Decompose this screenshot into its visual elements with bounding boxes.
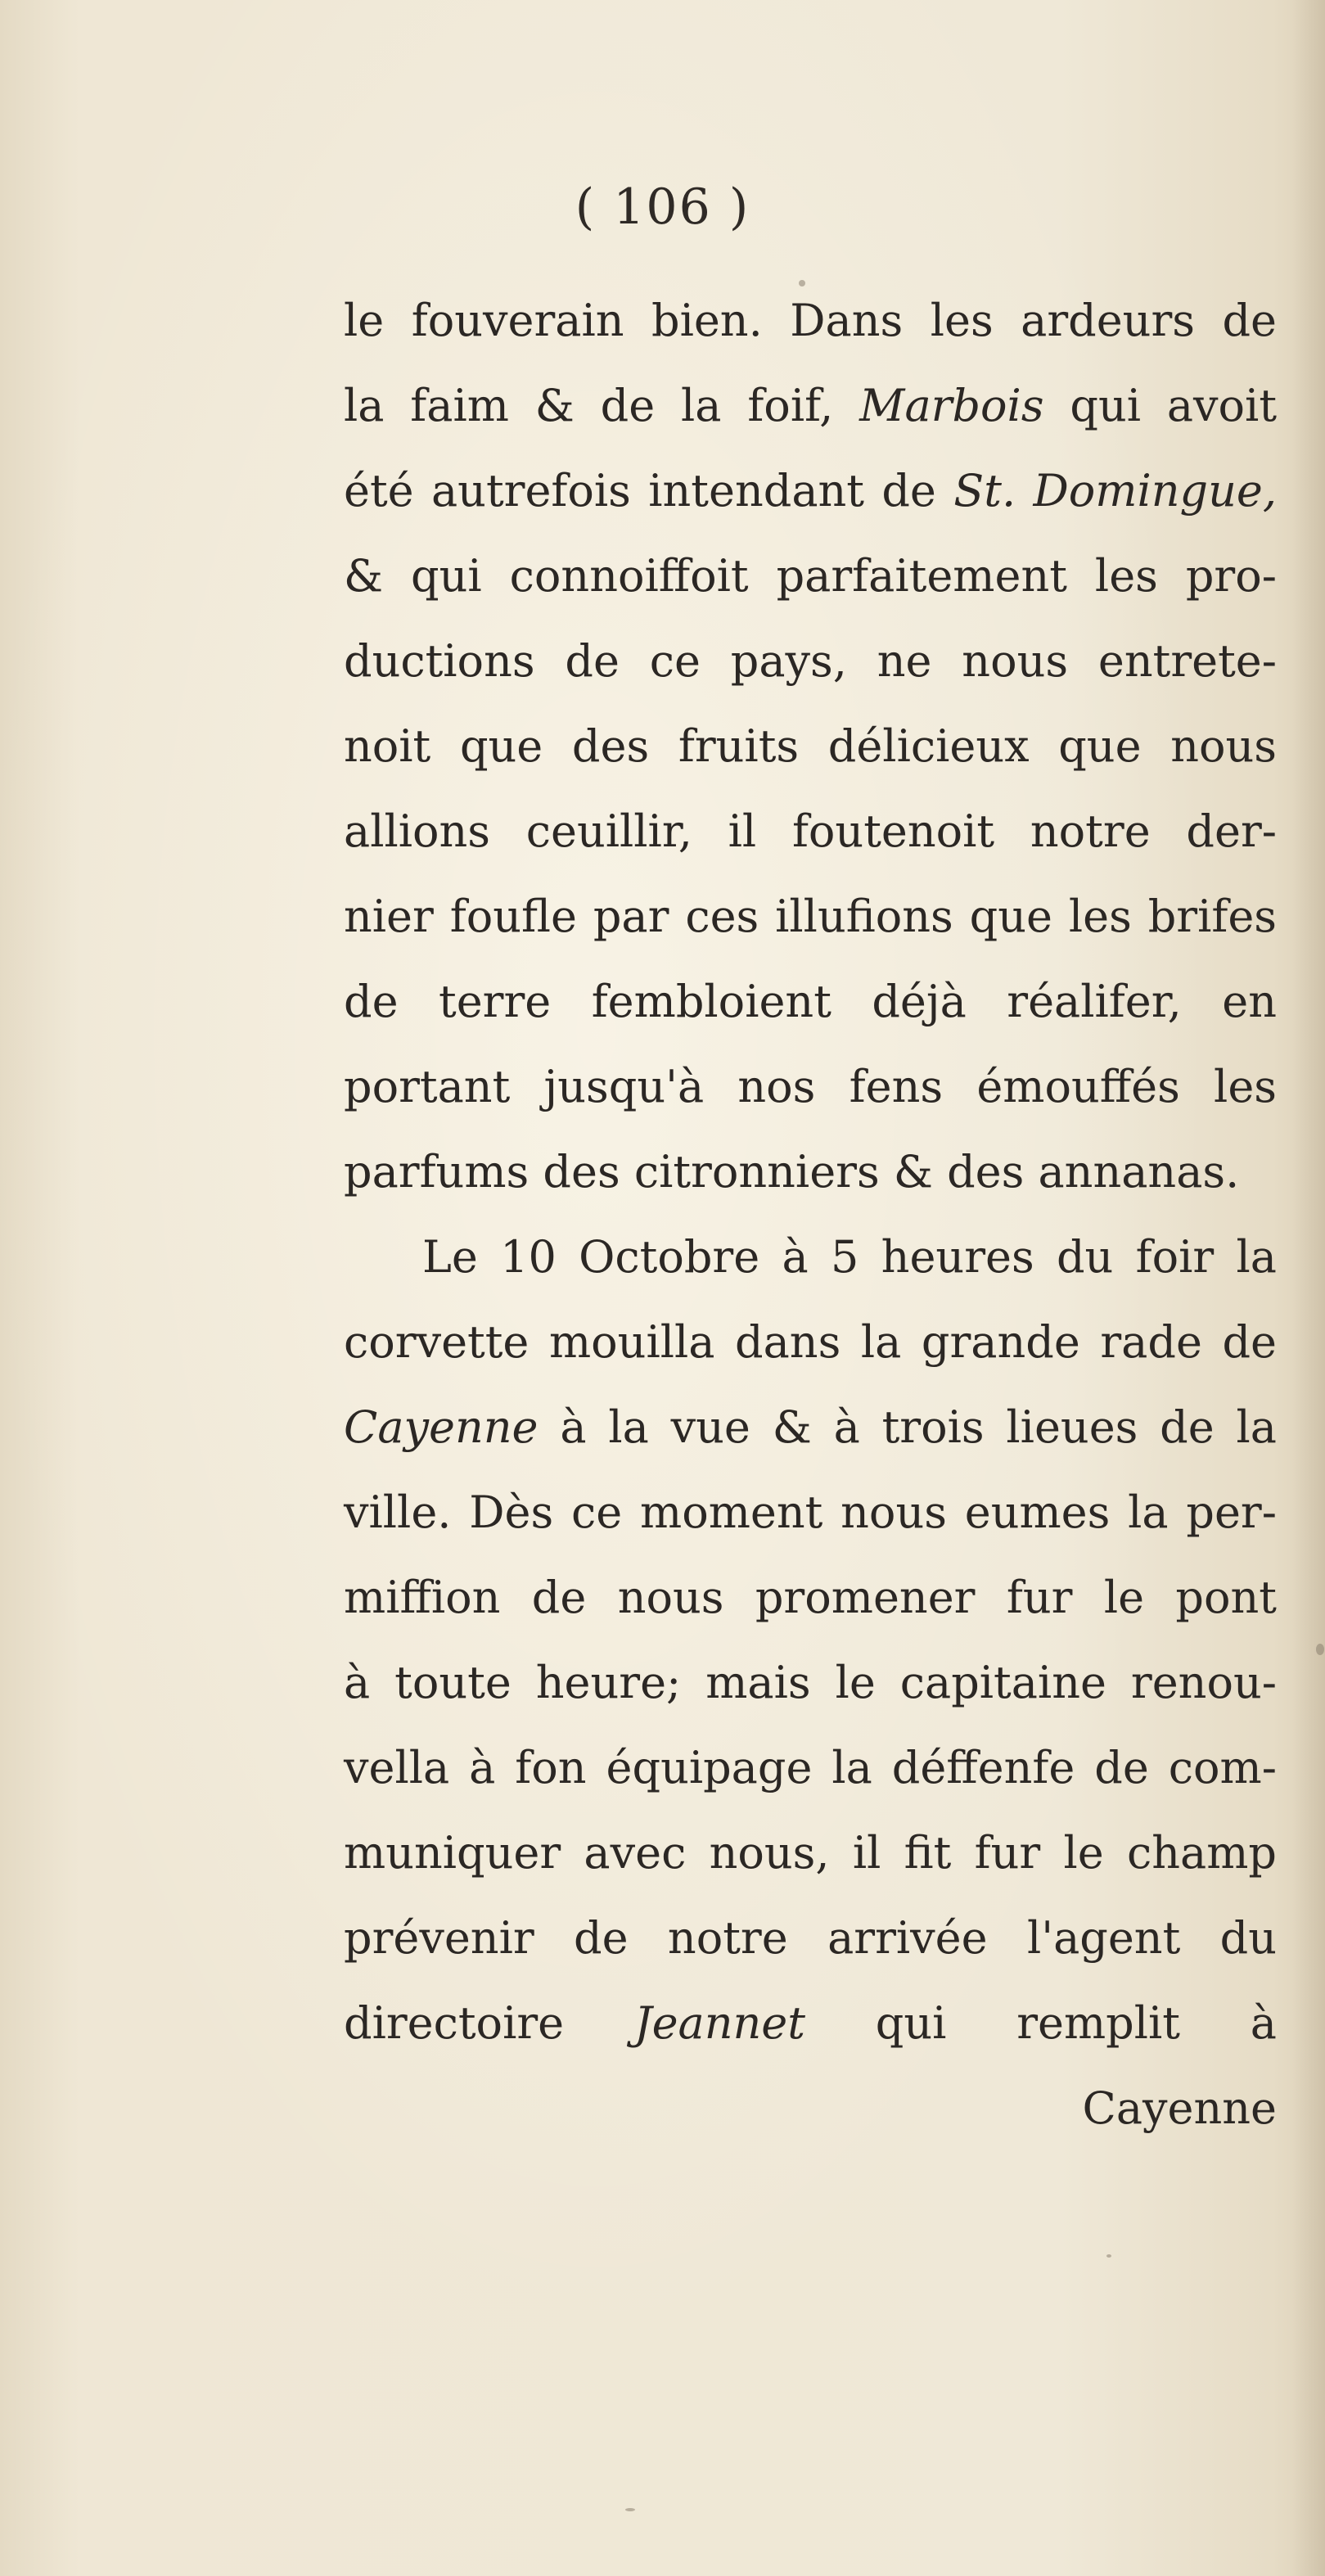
page-number: ( 106 ) [575,178,750,236]
paper-speck [1316,1644,1324,1655]
text-line: portant jusqu'à nos fens émouffés les [344,1061,1277,1112]
text-span: directoire [344,1997,565,2049]
text-line: corvette mouilla dans la grande rade de [344,1316,1277,1368]
text-line: ductions de ce pays, ne nous entrete- [344,635,1277,687]
catchword: Cayenne [1082,2082,1277,2134]
text-line: vella à fon équipage la déffenfe de com- [344,1742,1277,1793]
paper-speck [1106,2254,1111,2258]
text-line: à toute heure; mais le capitaine renou- [344,1657,1277,1708]
text-line: de terre fembloient déjà réalifer, en [344,976,1277,1027]
text-span: été autrefois intendant de [344,465,936,517]
italic-name: Jeannet [633,1997,805,2049]
text-line: Le 10 Octobre à 5 heures du foir la [422,1231,1277,1283]
text-line [344,1981,1277,2066]
text-line: noit que des fruits délicieux que nous [344,720,1277,772]
italic-name: St. Domingue, [953,465,1277,517]
italic-name: Marbois [859,380,1044,431]
text-line: nier foufle par ces illufions que les brifes [344,891,1277,942]
page-body-text [344,278,1277,2151]
text-line: parfums des citronniers & des annanas. [344,1146,1240,1198]
text-span: qui remplit à [875,1997,1278,2049]
text-span: qui avoit [1070,380,1278,431]
text-span: la faim & de la foif, [344,380,834,431]
paper-speck [625,2508,635,2511]
text-line: le fouverain bien. Dans les ardeurs de [344,295,1277,346]
text-line [344,449,1277,534]
text-line: prévenir de notre arrivée l'agent du [344,1912,1277,1964]
text-line: miffion de nous promener fur le pont [344,1572,1277,1623]
paper-speck [799,280,805,286]
italic-name: Cayenne [344,1401,539,1453]
text-line [344,363,1277,449]
text-line: ville. Dès ce moment nous eumes la per- [344,1487,1277,1538]
text-line: allions ceuillir, il foutenoit notre der- [344,805,1277,857]
text-span: à la vue & à trois lieues de la [560,1401,1277,1453]
text-line [344,1385,1277,1470]
page-edge-shadow [1292,0,1325,2576]
text-line: & qui connoiffoit parfaitement les pro- [344,550,1277,602]
text-line: muniquer avec nous, il fit fur le champ [344,1827,1277,1879]
